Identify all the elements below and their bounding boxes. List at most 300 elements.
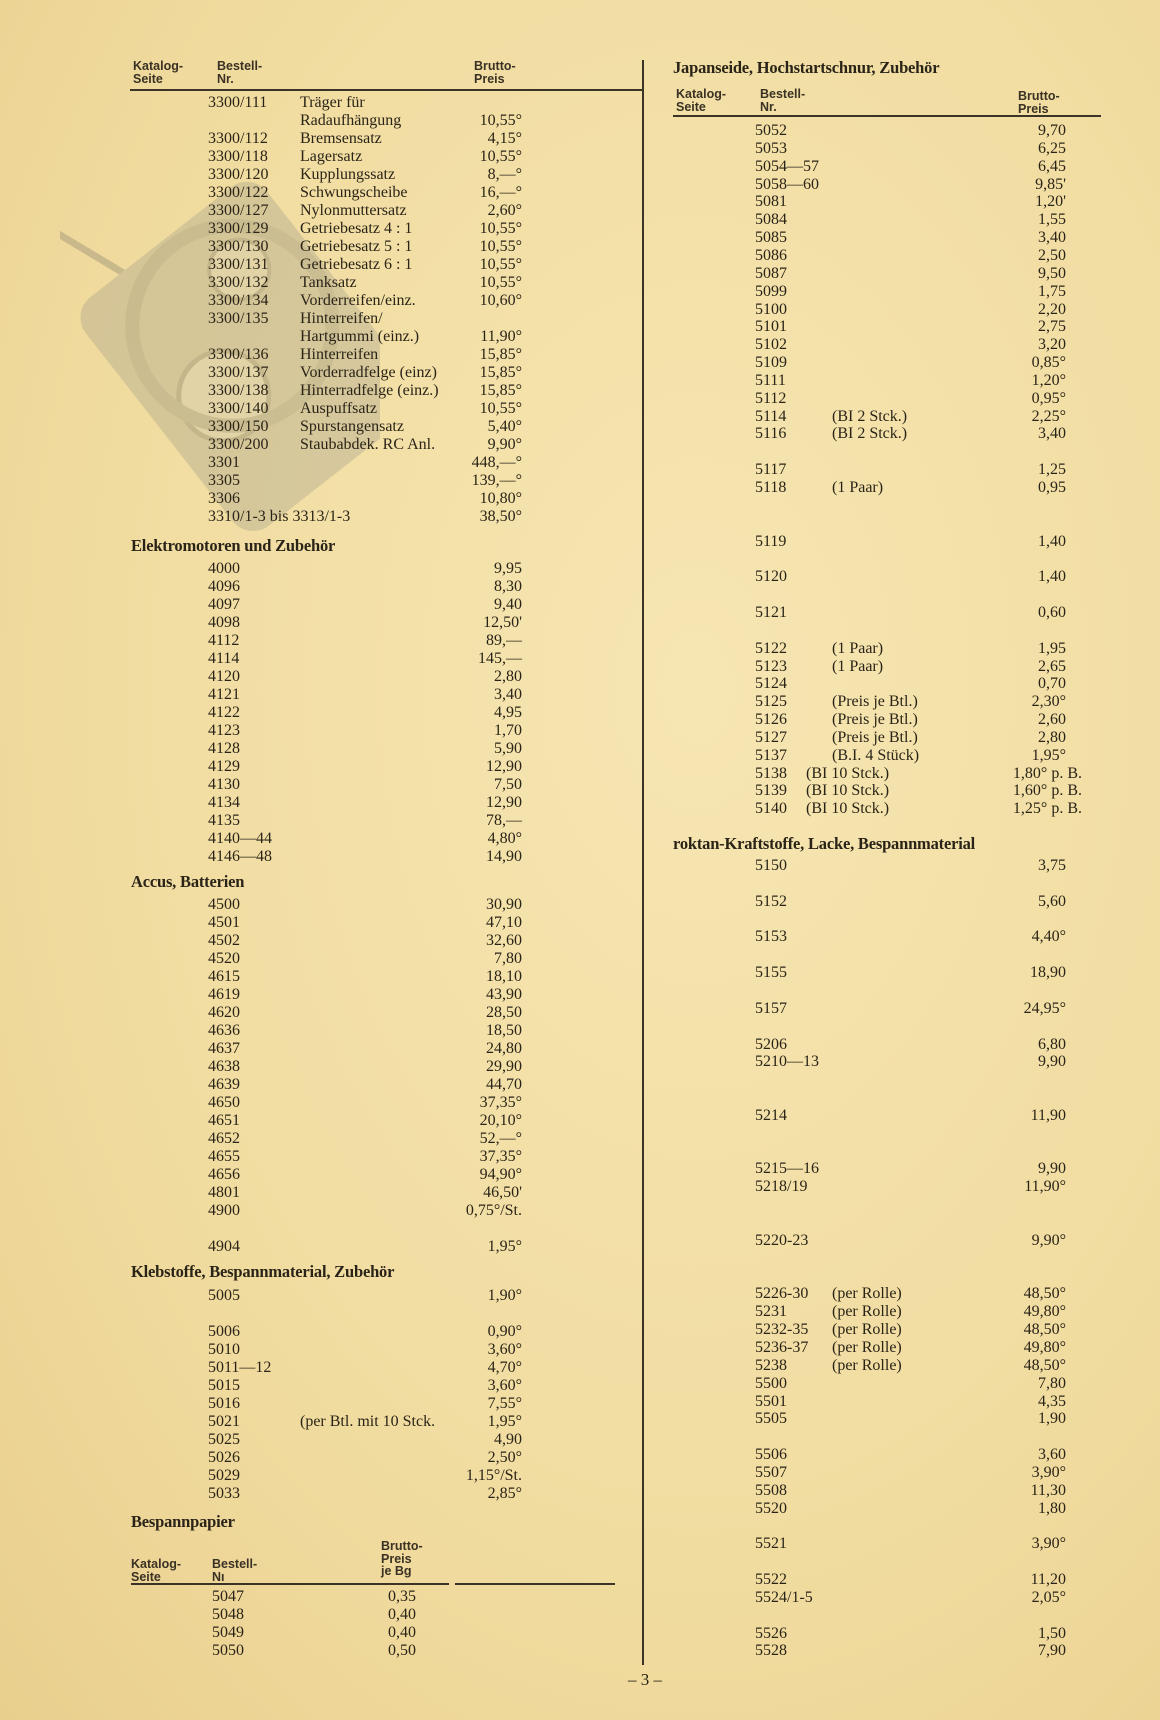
page-number: – 3 – <box>628 1670 662 1689</box>
order-number: 4638 <box>208 1058 240 1075</box>
order-number: 5236-37 <box>755 1338 809 1356</box>
order-number: 3300/132 <box>208 274 269 291</box>
order-number: 5026 <box>208 1449 240 1466</box>
gross-price: 8,—° <box>487 166 522 183</box>
item-description: (per Rolle) <box>832 1285 902 1303</box>
gross-price: 9,90 <box>1038 1160 1066 1178</box>
order-number: 5109 <box>755 354 787 372</box>
order-number: 5507 <box>755 1463 787 1481</box>
column-header-brutto-preis: Brutto- Preis <box>1018 89 1060 116</box>
order-number: 5102 <box>755 336 787 354</box>
gross-price: 11,90 <box>1030 1106 1066 1124</box>
table-row <box>0 193 1160 211</box>
order-number: 4121 <box>208 686 240 703</box>
order-number: 4134 <box>208 794 240 811</box>
table-row <box>0 747 1160 765</box>
gross-price: 12,90 <box>486 758 522 775</box>
item-description: Radaufhängung <box>300 112 402 129</box>
gross-price: 10,55° <box>479 274 522 291</box>
order-number: 3300/127 <box>208 202 269 219</box>
gross-price: 145,— <box>478 650 522 667</box>
table-row <box>0 533 1160 551</box>
order-number: 4620 <box>208 1004 240 1021</box>
gross-price: 7,55° <box>487 1395 522 1412</box>
gross-price: 4,70° <box>487 1359 522 1376</box>
order-number: 5010 <box>208 1341 240 1358</box>
gross-price: 2,60° <box>487 202 522 219</box>
gross-price: 11,90° <box>1024 1178 1066 1196</box>
order-number: 3310/1-3 bis 3313/1-3 <box>208 508 351 525</box>
order-number: 5101 <box>755 318 787 336</box>
gross-price: 139,—° <box>471 472 522 489</box>
order-number: 5206 <box>755 1035 787 1053</box>
gross-price: 1,95° <box>487 1413 522 1430</box>
order-number: 4098 <box>208 614 240 631</box>
table-row <box>0 830 1160 848</box>
order-number: 4112 <box>208 632 240 649</box>
order-number: 5137 <box>755 746 787 764</box>
order-number: 5117 <box>755 461 787 479</box>
item-description: (Preis je Btl.) <box>832 711 918 729</box>
order-number: 4129 <box>208 758 240 775</box>
order-number: 3306 <box>208 490 240 507</box>
gross-price: 10,55° <box>479 148 522 165</box>
gross-price: 3,90° <box>1031 1463 1066 1481</box>
order-number: 4656 <box>208 1166 240 1183</box>
gross-price: 9,90° <box>487 436 522 453</box>
item-description: (Preis je Btl.) <box>832 728 918 746</box>
gross-price: 2,80 <box>1038 728 1066 746</box>
order-number: 5049 <box>212 1624 244 1641</box>
table-row <box>0 1178 1160 1196</box>
item-description: Hartgummi (einz.) <box>300 328 420 345</box>
gross-price: 1,90° <box>487 1287 522 1304</box>
order-number: 5011—12 <box>208 1359 272 1376</box>
gross-price: 0,75°/St. <box>465 1202 522 1219</box>
order-number: 5084 <box>755 211 787 229</box>
gross-price: 14,90 <box>486 848 522 865</box>
order-number: 5048 <box>212 1606 244 1623</box>
table-row <box>0 140 1160 158</box>
gross-price: 18,50 <box>486 1022 522 1039</box>
order-number: 3300/200 <box>208 436 269 453</box>
gross-price: 3,60° <box>487 1341 522 1358</box>
order-number: 4122 <box>208 704 240 721</box>
gross-price: 3,40 <box>494 686 522 703</box>
order-number: 3300/129 <box>208 220 269 237</box>
order-number: 5124 <box>755 675 787 693</box>
gross-price: 5,90 <box>494 740 522 757</box>
gross-price: 1,15°/St. <box>465 1467 522 1484</box>
gross-price: 3,40 <box>1038 229 1066 247</box>
table-row <box>0 1393 1160 1411</box>
gross-price: 15,85° <box>479 364 522 381</box>
order-number: 5058—60 <box>755 175 819 193</box>
gross-price: 2,75 <box>1038 318 1066 336</box>
gross-price: 46,50' <box>483 1184 522 1201</box>
order-number: 5099 <box>755 282 787 300</box>
gross-price: 6,25 <box>1038 139 1066 157</box>
gross-price: 1,25 <box>1038 461 1066 479</box>
gross-price: 2,20 <box>1038 300 1066 318</box>
gross-price: 1,50 <box>1038 1624 1066 1642</box>
table-row <box>0 301 1160 319</box>
table-row <box>0 1357 1160 1375</box>
gross-price: 1,95° <box>1031 746 1066 764</box>
item-description: Auspuffsatz <box>300 400 378 417</box>
gross-price: 4,40° <box>1031 928 1066 946</box>
table-row <box>0 1000 1160 1018</box>
gross-price: 9,70 <box>1038 122 1066 139</box>
gross-price: 9,90° <box>1031 1231 1066 1249</box>
order-number: 5155 <box>755 964 787 982</box>
header-rule <box>455 1583 615 1585</box>
column-header-katalog-seite: Katalog- Seite <box>131 1557 181 1584</box>
order-number: 5054—57 <box>755 157 819 175</box>
item-description: Träger für <box>300 94 365 111</box>
table-row <box>0 176 1160 194</box>
order-number: 3300/131 <box>208 256 269 273</box>
order-number: 5047 <box>212 1588 244 1605</box>
gross-price: 1,95 <box>1038 639 1066 657</box>
table-row <box>0 928 1160 946</box>
table-row <box>0 1535 1160 1553</box>
column-header-katalog-seite: Katalog- Seite <box>133 59 183 86</box>
item-description: (1 Paar) <box>832 657 884 675</box>
order-number: 3300/112 <box>208 130 268 147</box>
item-description: (Preis je Btl.) <box>832 693 918 711</box>
order-number: 5215—16 <box>755 1160 819 1178</box>
order-number: 4146—48 <box>208 848 272 865</box>
order-number: 5157 <box>755 999 787 1017</box>
gross-price: 11,30 <box>1030 1481 1066 1499</box>
item-description: (1 Paar) <box>832 479 884 496</box>
order-number: 5085 <box>755 229 787 247</box>
gross-price: 94,90° <box>479 1166 522 1183</box>
gross-price: 2,50 <box>1038 246 1066 264</box>
gross-price: 78,— <box>486 812 522 829</box>
gross-price: 6,45 <box>1038 157 1066 175</box>
order-number: 5033 <box>208 1485 240 1502</box>
gross-price: 2,05° <box>1031 1588 1066 1606</box>
column-header-bestell-nr: Bestell- Nı <box>212 1557 258 1584</box>
gross-price: 15,85° <box>479 382 522 399</box>
order-number: 4140—44 <box>208 830 272 847</box>
gross-price-per-sheet: 0,35 <box>388 1588 416 1605</box>
gross-price: 1,80 <box>1038 1499 1066 1517</box>
order-number: 5005 <box>208 1287 240 1304</box>
order-number: 5021 <box>208 1413 240 1430</box>
order-number: 3300/136 <box>208 346 269 363</box>
table-row <box>0 1303 1160 1321</box>
order-number: 5150 <box>755 857 787 874</box>
order-number: 5218/19 <box>755 1178 808 1196</box>
gross-price: 1,55 <box>1038 211 1066 229</box>
order-number: 5214 <box>755 1106 787 1124</box>
table-row <box>0 94 1160 112</box>
order-number: 5114 <box>755 407 787 425</box>
item-description: (per Rolle) <box>832 1356 902 1374</box>
gross-price: 24,80 <box>486 1040 522 1057</box>
order-number: 4000 <box>208 560 240 577</box>
item-description: (BI 2 Stck.) <box>832 407 908 425</box>
item-description: Schwungscheibe <box>300 184 408 201</box>
gross-price: 0,90° <box>487 1323 522 1340</box>
table-row <box>0 247 1160 265</box>
item-description: Getriebesatz 4 : 1 <box>300 220 413 237</box>
order-number: 5521 <box>755 1535 787 1553</box>
table-row <box>0 354 1160 372</box>
item-description: Vorderradfelge (einz) <box>300 364 437 381</box>
table-row <box>0 408 1160 426</box>
order-number: 4619 <box>208 986 240 1003</box>
item-description: Lagersatz <box>300 148 363 165</box>
gross-price-per-sheet: 0,40 <box>388 1606 416 1623</box>
section-heading-accus-batterien: Accus, Batterien <box>131 872 245 891</box>
order-number: 4636 <box>208 1022 240 1039</box>
gross-price: 1,20' <box>1035 193 1066 211</box>
order-number: 5152 <box>755 892 787 910</box>
gross-price: 4,35 <box>1038 1392 1066 1410</box>
gross-price: 47,10 <box>486 914 522 931</box>
order-number: 4652 <box>208 1130 240 1147</box>
gross-price: 1,70 <box>494 722 522 739</box>
gross-price: 48,50° <box>1023 1285 1066 1303</box>
order-number: 4114 <box>208 650 240 667</box>
gross-price: 2,65 <box>1038 657 1066 675</box>
item-description: Spurstangensatz <box>300 418 404 435</box>
gross-price: 4,95 <box>494 704 522 721</box>
gross-price: 3,40 <box>1038 425 1066 443</box>
gross-price: 11,90° <box>480 328 522 345</box>
order-number: 3300/135 <box>208 310 269 327</box>
gross-price: 43,90 <box>486 986 522 1003</box>
order-number: 5120 <box>755 568 787 586</box>
order-number: 5138 <box>755 764 787 782</box>
table-row <box>0 604 1160 622</box>
table-row <box>0 1107 1160 1125</box>
gross-price: 48,50° <box>1023 1356 1066 1374</box>
item-description: (BI 2 Stck.) <box>832 425 908 443</box>
order-number: 5210—13 <box>755 1053 819 1071</box>
gross-price: 7,80 <box>494 950 522 967</box>
order-number: 5232-35 <box>755 1321 809 1339</box>
table-row <box>0 1321 1160 1339</box>
order-number: 5116 <box>755 425 787 443</box>
gross-price: 0,70 <box>1038 675 1066 693</box>
header-rule <box>130 89 642 91</box>
gross-price: 3,20 <box>1038 336 1066 354</box>
gross-price: 32,60 <box>486 932 522 949</box>
table-row <box>0 336 1160 354</box>
column-header-katalog-seite: Katalog- Seite <box>676 87 726 114</box>
item-description: Staubabdek. RC Anl. <box>300 436 436 453</box>
gross-price: 9,85' <box>1035 175 1066 193</box>
table-row <box>0 964 1160 982</box>
table-row <box>0 390 1160 408</box>
table-row <box>0 1606 1160 1624</box>
item-description: Getriebesatz 5 : 1 <box>300 238 413 255</box>
gross-price: 24,95° <box>1023 999 1066 1017</box>
order-number: 3300/137 <box>208 364 269 381</box>
section-heading-japanseide: Japanseide, Hochstartschnur, Zubehör <box>673 58 940 77</box>
order-number: 3300/150 <box>208 418 269 435</box>
gross-price: 10,80° <box>479 490 522 507</box>
order-number: 5500 <box>755 1374 787 1392</box>
table-row <box>0 729 1160 747</box>
order-number: 5111 <box>755 371 786 389</box>
table-row <box>0 568 1160 586</box>
gross-price: 1,60° p. B. <box>1012 782 1082 800</box>
column-header-brutto-preis-je-bg: Brutto- Preis je Bg <box>381 1539 423 1578</box>
table-row <box>0 1232 1160 1250</box>
order-number: 5127 <box>755 728 787 746</box>
order-number: 5118 <box>755 479 787 496</box>
section-heading-elektromotoren-und-zubeh-r: Elektromotoren und Zubehör <box>131 536 336 555</box>
table-row <box>0 1464 1160 1482</box>
gross-price: 52,—° <box>479 1130 522 1147</box>
gross-price: 1,80° p. B. <box>1012 764 1082 782</box>
order-number: 4900 <box>208 1202 240 1219</box>
table-row <box>0 1588 1160 1606</box>
gross-price: 4,15° <box>487 130 522 147</box>
order-number: 5528 <box>755 1642 787 1660</box>
table-row <box>0 372 1160 390</box>
order-number: 4123 <box>208 722 240 739</box>
order-number: 5125 <box>755 693 787 711</box>
item-description: (per Rolle) <box>832 1303 902 1321</box>
gross-price: 89,— <box>486 632 522 649</box>
order-number: 5126 <box>755 711 787 729</box>
item-description: Vorderreifen/einz. <box>300 292 416 309</box>
table-row <box>0 425 1160 443</box>
order-number: 4651 <box>208 1112 240 1129</box>
gross-price: 1,25° p. B. <box>1012 800 1082 818</box>
table-row <box>0 765 1160 783</box>
order-number: 3300/111 <box>208 94 268 111</box>
table-row <box>0 1202 1160 1220</box>
table-row <box>0 782 1160 800</box>
order-number: 5140 <box>755 800 787 818</box>
order-number: 3301 <box>208 454 240 471</box>
order-number: 4120 <box>208 668 240 685</box>
order-number: 4639 <box>208 1076 240 1093</box>
gross-price: 44,70 <box>486 1076 522 1093</box>
gross-price: 49,80° <box>1023 1338 1066 1356</box>
section-heading-roktan-kraftstoffe-lacke-bespannmaterial: roktan-Kraftstoffe, Lacke, Bespannmaterial <box>673 834 976 853</box>
header-rule <box>131 1583 449 1585</box>
gross-price: 9,50 <box>1038 264 1066 282</box>
gross-price: 10,55° <box>479 256 522 273</box>
gross-price: 7,90 <box>1038 1642 1066 1660</box>
order-number: 4135 <box>208 812 240 829</box>
gross-price: 0,85° <box>1031 354 1066 372</box>
order-number: 4128 <box>208 740 240 757</box>
table-row <box>0 318 1160 336</box>
order-number: 4801 <box>208 1184 240 1201</box>
order-number: 5052 <box>755 122 787 139</box>
table-row <box>0 283 1160 301</box>
gross-price: 10,60° <box>479 292 522 309</box>
order-number: 4502 <box>208 932 240 949</box>
order-number: 4097 <box>208 596 240 613</box>
order-number: 4096 <box>208 578 240 595</box>
column-header-bestell-nr: Bestell- Nr. <box>217 59 263 86</box>
table-row <box>0 893 1160 911</box>
order-number: 5119 <box>755 532 787 550</box>
gross-price: 2,80 <box>494 668 522 685</box>
table-row <box>0 1076 1160 1094</box>
gross-price: 3,90° <box>1031 1535 1066 1553</box>
gross-price: 11,20 <box>1030 1571 1066 1588</box>
gross-price: 10,55° <box>479 220 522 237</box>
order-number: 3300/122 <box>208 184 269 201</box>
item-description: Tanksatz <box>300 274 357 291</box>
table-row <box>0 461 1160 479</box>
gross-price: 18,10 <box>486 968 522 985</box>
gross-price: 1,40 <box>1038 532 1066 550</box>
order-number: 4904 <box>208 1238 240 1255</box>
order-number: 4130 <box>208 776 240 793</box>
table-row <box>0 1036 1160 1054</box>
order-number: 3300/134 <box>208 292 269 309</box>
item-description: Getriebesatz 6 : 1 <box>300 256 413 273</box>
order-number: 4500 <box>208 896 240 913</box>
table-row <box>0 508 1160 526</box>
table-row <box>0 1285 1160 1303</box>
table-row <box>0 1160 1160 1178</box>
table-row <box>0 658 1160 676</box>
order-number: 4650 <box>208 1094 240 1111</box>
item-description: Bremsensatz <box>300 130 382 147</box>
table-row <box>0 211 1160 229</box>
gross-price: 3,60° <box>487 1377 522 1394</box>
table-row <box>0 711 1160 729</box>
order-number: 5220-23 <box>755 1231 809 1249</box>
section-heading-klebstoffe-bespannmaterial-zubeh-r: Klebstoffe, Bespannmaterial, Zubehör <box>131 1262 395 1281</box>
order-number: 5524/1-5 <box>755 1588 813 1606</box>
gross-price: 9,90 <box>1038 1053 1066 1071</box>
table-row <box>0 800 1160 818</box>
gross-price: 4,80° <box>487 830 522 847</box>
order-number: 5526 <box>755 1624 787 1642</box>
order-number: 5505 <box>755 1410 787 1428</box>
item-description: (BI 10 Stck.) <box>806 800 890 818</box>
gross-price: 1,20° <box>1031 371 1066 389</box>
gross-price: 12,90 <box>486 794 522 811</box>
item-description: Hinterradfelge (einz.) <box>300 382 439 399</box>
table-row <box>0 1642 1160 1660</box>
gross-price: 3,75 <box>1038 857 1066 874</box>
gross-price: 0,95 <box>1038 479 1066 496</box>
table-row <box>0 1375 1160 1393</box>
table-row <box>0 1410 1160 1428</box>
order-number: 3300/138 <box>208 382 269 399</box>
order-number: 5029 <box>208 1467 240 1484</box>
order-number: 3300/120 <box>208 166 269 183</box>
gross-price: 9,40 <box>494 596 522 613</box>
order-number: 5139 <box>755 782 787 800</box>
gross-price: 37,35° <box>479 1148 522 1165</box>
gross-price: 4,90 <box>494 1431 522 1448</box>
gross-price: 2,25° <box>1031 407 1066 425</box>
item-description: (1 Paar) <box>832 639 884 657</box>
gross-price: 1,40 <box>1038 568 1066 586</box>
gross-price: 10,55° <box>479 112 522 129</box>
gross-price: 448,—° <box>471 454 522 471</box>
gross-price: 7,80 <box>1038 1374 1066 1392</box>
gross-price: 48,50° <box>1023 1321 1066 1339</box>
